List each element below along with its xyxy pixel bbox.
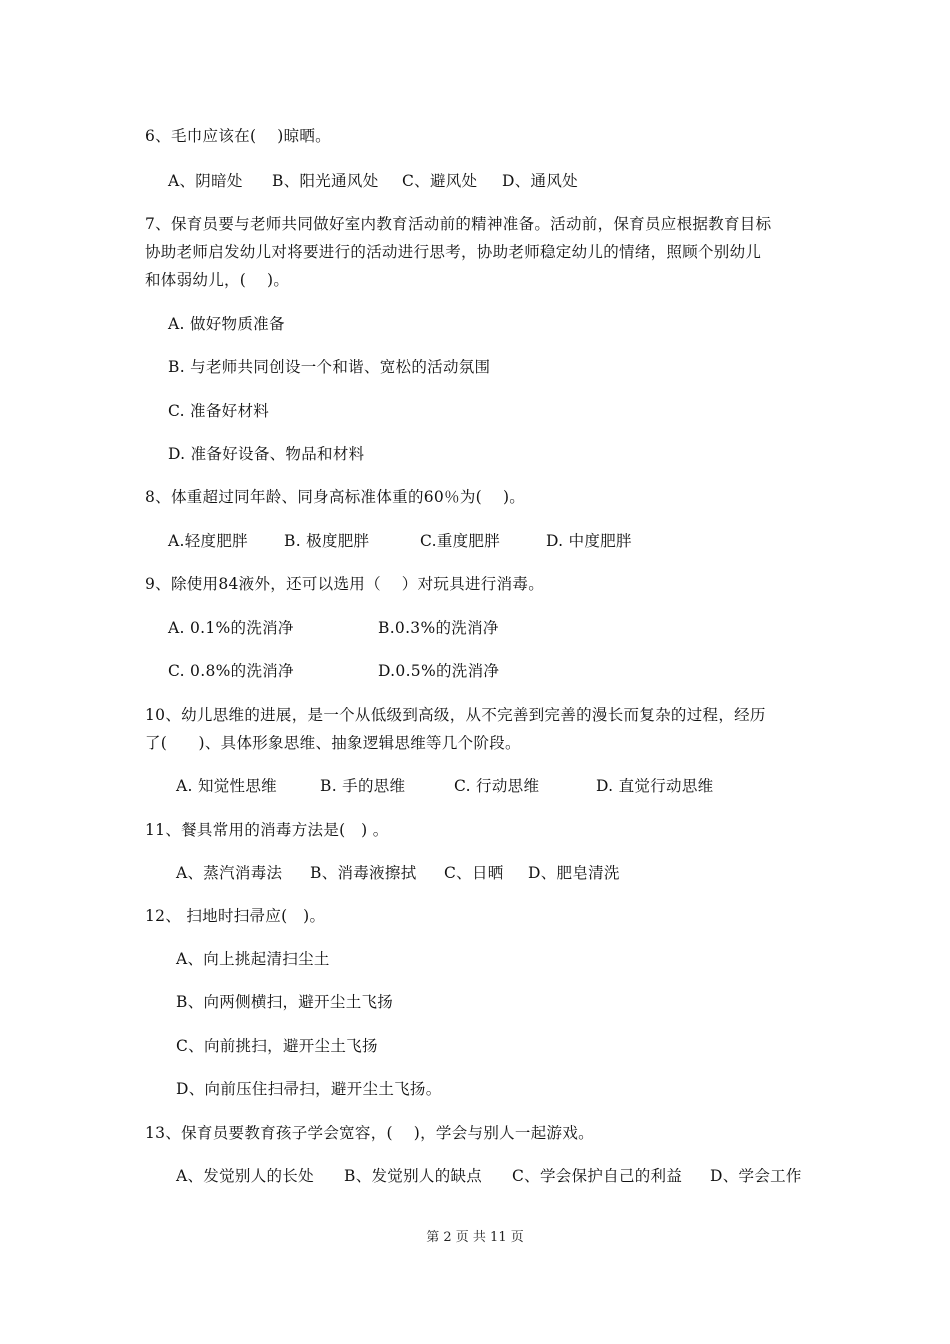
option-a: A. 0.1%的洗消净: [168, 619, 294, 637]
question-6-options: [168, 171, 868, 191]
question-9-stem: 9、除使用84液外，还可以选用（ ）对玩具进行消毒。: [145, 575, 544, 593]
option-c: C. 行动思维: [454, 777, 540, 795]
question-9-options-row-2: [168, 661, 868, 681]
question-12-stem: 12、 扫地时扫帚应( )。: [145, 907, 326, 925]
question-12-option-d: D、向前压住扫帚扫，避开尘土飞扬。: [176, 1080, 442, 1098]
question-12-option-b: B、向两侧横扫，避开尘土飞扬: [176, 993, 394, 1011]
option-d: D.0.5%的洗消净: [378, 662, 500, 680]
option-d: D、肥皂清洗: [528, 864, 620, 882]
option-b: B、发觉别人的缺点: [344, 1167, 483, 1185]
option-c: C.重度肥胖: [420, 532, 501, 550]
question-7-stem-line-3: 和体弱幼儿，( )。: [145, 271, 290, 289]
option-d: D、通风处: [502, 172, 578, 190]
option-b: B. 手的思维: [320, 777, 406, 795]
option-b: B. 极度肥胖: [284, 532, 370, 550]
option-b: B.0.3%的洗消净: [378, 619, 499, 637]
option-d: D. 中度肥胖: [546, 532, 632, 550]
option-d: D、学会工作: [710, 1167, 802, 1185]
question-10-options: [176, 776, 876, 796]
question-7-option-c: C. 准备好材料: [168, 402, 270, 420]
option-a: A、阴暗处: [168, 172, 243, 190]
option-a: A、蒸汽消毒法: [176, 864, 283, 882]
page-number-footer: 第 2 页 共 11 页: [426, 1230, 524, 1245]
question-11-stem: 11、餐具常用的消毒方法是( ) 。: [145, 821, 389, 839]
question-6-stem: 6、毛巾应该在( )晾晒。: [145, 127, 331, 145]
question-13-stem: 13、保育员要教育孩子学会宽容，( )，学会与别人一起游戏。: [145, 1124, 594, 1142]
question-10-stem-line-1: 10、幼儿思维的进展，是一个从低级到高级，从不完善到完善的漫长而复杂的过程，经历: [145, 706, 766, 724]
option-b: B、消毒液擦拭: [310, 864, 417, 882]
option-c: C、避风处: [402, 172, 478, 190]
option-d: D. 直觉行动思维: [596, 777, 714, 795]
question-8-stem: 8、体重超过同年龄、同身高标准体重的60％为( )。: [145, 488, 526, 506]
question-13-options: [176, 1166, 876, 1186]
question-12-option-a: A、向上挑起清扫尘土: [176, 950, 330, 968]
question-7-stem-line-2: 协助老师启发幼儿对将要进行的活动进行思考，协助老师稳定幼儿的情绪，照顾个别幼儿: [145, 243, 762, 261]
question-7-stem-line-1: 7、保育员要与老师共同做好室内教育活动前的精神准备。活动前，保育员应根据教育目标: [145, 215, 772, 233]
question-12-option-c: C、向前挑扫，避开尘土飞扬: [176, 1037, 378, 1055]
option-a: A、发觉别人的长处: [176, 1167, 314, 1185]
question-7-option-d: D. 准备好设备、物品和材料: [168, 445, 365, 463]
option-a: A. 知觉性思维: [176, 777, 277, 795]
option-b: B、阳光通风处: [272, 172, 379, 190]
question-11-options: [176, 863, 876, 883]
question-9-options-row-1: [168, 618, 868, 638]
question-7-option-b: B. 与老师共同创设一个和谐、宽松的活动氛围: [168, 358, 491, 376]
option-c: C、学会保护自己的利益: [512, 1167, 683, 1185]
question-10-stem-line-2: 了( )、具体形象思维、抽象逻辑思维等几个阶段。: [145, 734, 521, 752]
option-c: C. 0.8%的洗消净: [168, 662, 294, 680]
option-a: A.轻度肥胖: [168, 532, 248, 550]
question-8-options: [168, 531, 868, 551]
option-c: C、日晒: [444, 864, 504, 882]
question-7-option-a: A. 做好物质准备: [168, 315, 285, 333]
